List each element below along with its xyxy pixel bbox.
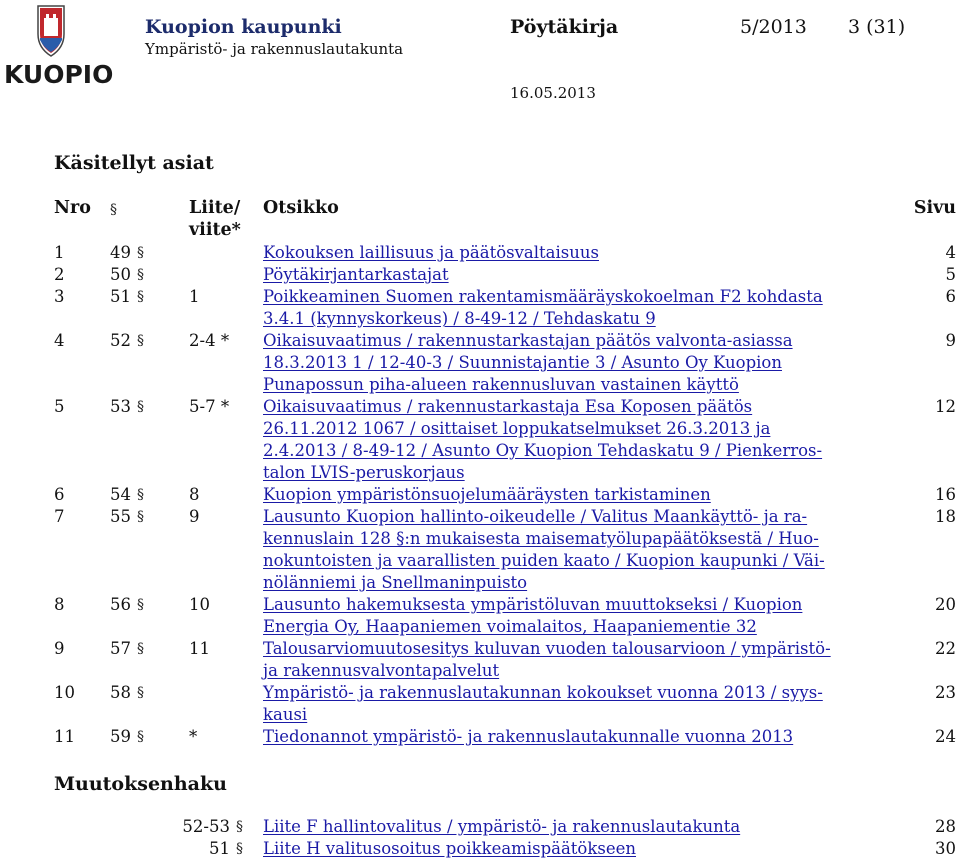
- row-title[interactable]: [263, 838, 863, 860]
- row-nro: 3: [54, 287, 65, 306]
- row-title-line[interactable]: nölänniemi ja Snellmaninpuisto: [263, 573, 528, 592]
- row-title[interactable]: [263, 638, 863, 682]
- appeal-title: Muutoksenhaku: [54, 773, 227, 795]
- row-title-line[interactable]: Kokouksen laillisuus ja päätösvaltaisuus: [263, 243, 599, 262]
- row-paragraph: 56: [110, 595, 131, 614]
- row-page: 28: [935, 817, 956, 836]
- row-title-line[interactable]: Oikaisuvaatimus / rakennustarkastajan päätös valvonta-asiassa: [263, 331, 793, 350]
- row-page: 23: [935, 683, 956, 702]
- section-sign-icon: §: [137, 289, 144, 305]
- section-sign-icon: §: [137, 245, 144, 261]
- section-sign-icon: §: [137, 729, 144, 745]
- row-title-line[interactable]: Ympäristö- ja rakennuslautakunnan kokoukset vuonna 2013 / syys-: [263, 683, 823, 702]
- row-nro: 9: [54, 639, 65, 658]
- row-paragraph: 57: [110, 639, 131, 658]
- section-sign-icon: §: [137, 487, 144, 503]
- meeting-date: 16.05.2013: [510, 84, 596, 102]
- logo-wordmark: KUOPIO: [4, 60, 114, 89]
- row-nro: 10: [54, 683, 75, 702]
- section-sign-icon: §: [137, 641, 144, 657]
- table-row: [0, 484, 960, 506]
- row-title-line[interactable]: Poikkeaminen Suomen rakentamismääräyskokoelman F2 kohdasta: [263, 287, 823, 306]
- row-title[interactable]: [263, 330, 863, 396]
- row-attachment: 2-4 *: [189, 331, 230, 350]
- row-page: 4: [945, 243, 956, 262]
- row-paragraph: 51: [209, 839, 230, 858]
- section-sign-icon: §: [137, 685, 144, 701]
- row-title-line[interactable]: 3.4.1 (kynnyskorkeus) / 8-49-12 / Tehdaskatu 9: [263, 309, 656, 328]
- section-title: Käsitellyt asiat: [54, 152, 214, 174]
- col-otsikko: Otsikko: [263, 198, 339, 218]
- row-title[interactable]: [263, 816, 863, 838]
- row-nro: 1: [54, 243, 65, 262]
- row-title-line[interactable]: Lausunto Kuopion hallinto-oikeudelle / Valitus Maankäyttö- ja ra-: [263, 507, 808, 526]
- row-nro: 11: [54, 727, 75, 746]
- col-liite: Liite/: [189, 198, 241, 218]
- row-paragraph: 59: [110, 727, 131, 746]
- row-title[interactable]: [263, 506, 863, 594]
- row-title-line[interactable]: kennuslain 128 §:n mukaisesta maisematyölupapäätöksestä / Huo-: [263, 529, 819, 548]
- row-paragraph: 58: [110, 683, 131, 702]
- row-nro: 8: [54, 595, 65, 614]
- row-page: 16: [935, 485, 956, 504]
- row-title[interactable]: [263, 286, 863, 330]
- body-name: Ympäristö- ja rakennuslautakunta: [145, 40, 404, 58]
- table-row: [0, 726, 960, 748]
- table-row: [0, 682, 960, 726]
- table-row: [0, 396, 960, 484]
- row-title[interactable]: [263, 396, 863, 484]
- section-sign-icon: §: [137, 509, 144, 525]
- row-paragraph: 55: [110, 507, 131, 526]
- row-title-line[interactable]: Pöytäkirjantarkastajat: [263, 265, 449, 284]
- row-page: 18: [935, 507, 956, 526]
- table-row: [0, 330, 960, 396]
- row-attachment: 11: [189, 639, 210, 658]
- row-title-line[interactable]: kausi: [263, 705, 308, 724]
- row-title-line[interactable]: Energia Oy, Haapaniemen voimalaitos, Haapaniementie 32: [263, 617, 757, 636]
- page-count: 3 (31): [848, 16, 906, 38]
- kuopio-crest-icon: [34, 4, 68, 60]
- row-title-line[interactable]: Kuopion ympäristönsuojelumääräysten tarkistaminen: [263, 485, 711, 504]
- col-liite-2: viite*: [189, 220, 241, 240]
- row-page: 12: [935, 397, 956, 416]
- row-nro: 2: [54, 265, 65, 284]
- kuopio-logo: [4, 4, 114, 96]
- row-page: 20: [935, 595, 956, 614]
- row-title-line[interactable]: Liite F hallintovalitus / ympäristö- ja rakennuslautakunta: [263, 817, 741, 836]
- row-nro: 5: [54, 397, 65, 416]
- row-title-line[interactable]: 2.4.2013 / 8-49-12 / Asunto Oy Kuopion Tehdaskatu 9 / Pienkerros-: [263, 441, 823, 460]
- row-title-line[interactable]: 18.3.2013 1 / 12-40-3 / Suunnistajantie 3 / Asunto Oy Kuopion: [263, 353, 782, 372]
- table-row: [0, 264, 960, 286]
- row-page: 24: [935, 727, 956, 746]
- table-row: [0, 286, 960, 330]
- row-title-line[interactable]: 26.11.2012 1067 / osittaiset loppukatselmukset 26.3.2013 ja: [263, 419, 771, 438]
- row-title-line[interactable]: Lausunto hakemuksesta ympäristöluvan muuttokseksi / Kuopion: [263, 595, 803, 614]
- org-name: Kuopion kaupunki: [145, 16, 342, 38]
- section-sign-icon: §: [137, 333, 144, 349]
- col-nro: Nro: [54, 198, 91, 218]
- row-title[interactable]: [263, 264, 863, 286]
- section-sign-icon: §: [137, 399, 144, 415]
- row-title-line[interactable]: Punapossun piha-alueen rakennusluvan vastainen käyttö: [263, 375, 739, 394]
- row-paragraph: 52: [110, 331, 131, 350]
- row-page: 30: [935, 839, 956, 858]
- col-sivu: Sivu: [913, 198, 956, 218]
- row-paragraph: 50: [110, 265, 131, 284]
- row-title[interactable]: [263, 726, 863, 748]
- row-title-line[interactable]: Oikaisuvaatimus / rakennustarkastaja Esa Koposen päätös: [263, 397, 753, 416]
- table-row: [0, 638, 960, 682]
- section-sign-icon: §: [110, 202, 117, 218]
- section-sign-icon: §: [236, 819, 243, 835]
- row-paragraph: 53: [110, 397, 131, 416]
- row-title-line[interactable]: nokuntoisten ja vaarallisten puiden kaato / Kuopion kaupunki / Väi-: [263, 551, 825, 570]
- doc-number: 5/2013: [740, 16, 807, 38]
- row-page: 5: [945, 265, 956, 284]
- row-title[interactable]: [263, 682, 863, 726]
- table-row: [0, 594, 960, 638]
- table-row: [0, 506, 960, 594]
- row-attachment: 1: [189, 287, 200, 306]
- row-title-line[interactable]: Liite H valitusosoitus poikkeamispäätökseen: [263, 839, 636, 858]
- row-attachment: 8: [189, 485, 200, 504]
- row-page: 9: [945, 331, 956, 350]
- row-nro: 6: [54, 485, 65, 504]
- row-nro: 7: [54, 507, 65, 526]
- row-title-line[interactable]: Talousarviomuutosesitys kuluvan vuoden talousarvioon / ympäristö-: [263, 639, 831, 658]
- section-sign-icon: §: [137, 267, 144, 283]
- row-page: 22: [935, 639, 956, 658]
- row-nro: 4: [54, 331, 65, 350]
- row-title-line[interactable]: Tiedonannot ympäristö- ja rakennuslautakunnalle vuonna 2013: [263, 727, 794, 746]
- row-paragraph: 52-53: [182, 817, 230, 836]
- row-attachment: 5-7 *: [189, 397, 230, 416]
- row-title[interactable]: [263, 484, 863, 506]
- row-attachment: 9: [189, 507, 200, 526]
- row-paragraph: 51: [110, 287, 131, 306]
- doc-type: Pöytäkirja: [510, 16, 619, 38]
- row-title[interactable]: [263, 594, 863, 638]
- section-sign-icon: §: [236, 841, 243, 857]
- row-title-line[interactable]: talon LVIS-peruskorjaus: [263, 463, 465, 482]
- row-page: 6: [945, 287, 956, 306]
- row-paragraph: 49: [110, 243, 131, 262]
- section-sign-icon: §: [137, 597, 144, 613]
- row-attachment: *: [189, 727, 198, 746]
- row-paragraph: 54: [110, 485, 131, 504]
- row-title[interactable]: [263, 242, 863, 264]
- row-attachment: 10: [189, 595, 210, 614]
- table-row: [0, 242, 960, 264]
- row-title-line[interactable]: ja rakennusvalvontapalvelut: [263, 661, 500, 680]
